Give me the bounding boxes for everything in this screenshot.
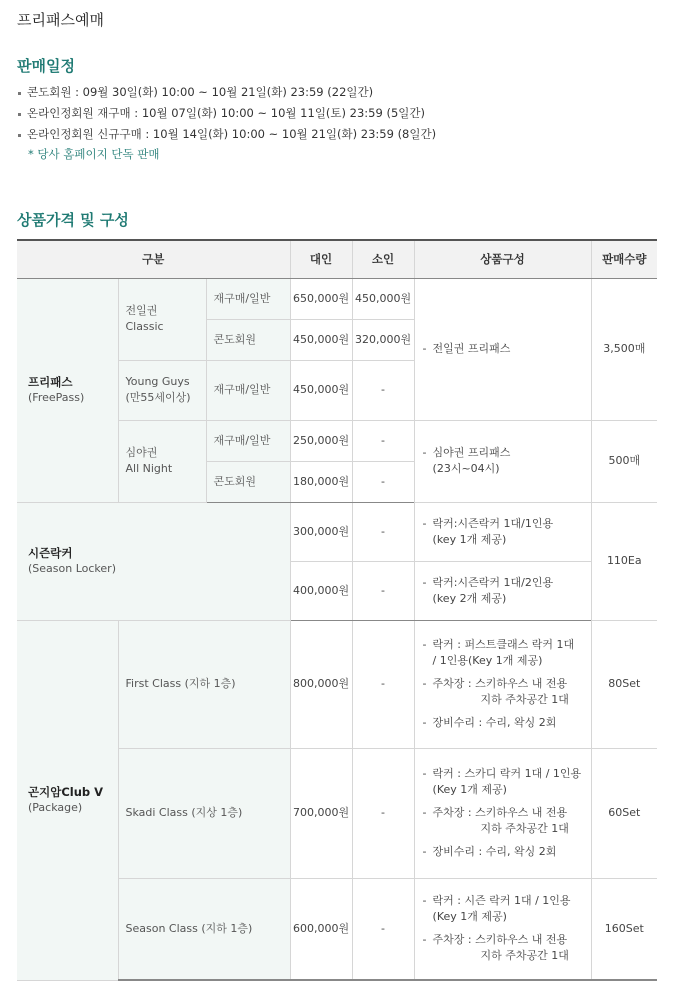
row-type: 콘도회원 xyxy=(206,461,290,502)
adult-price: 300,000원 xyxy=(290,502,352,561)
adult-price: 450,000원 xyxy=(290,360,352,420)
child-price: - xyxy=(352,878,414,980)
child-price: - xyxy=(352,461,414,502)
price-heading: 상품가격 및 구성 xyxy=(17,211,129,229)
table-row xyxy=(17,502,657,561)
header-child: 소인 xyxy=(352,240,414,278)
freepass-category: 프리패스 (FreePass) xyxy=(17,278,118,502)
club-quantity: 80Set xyxy=(591,620,657,748)
locker-quantity: 110Ea xyxy=(591,502,657,620)
freepass-younguys: Young Guys (만55세이상) xyxy=(118,360,206,420)
row-type: 재구매/일반 xyxy=(206,420,290,461)
child-price: - xyxy=(352,420,414,461)
club-composition: - 락커 : 시즌 락커 1대 / 1인용 (Key 1개 제공) - 주차장 : 스키하우스 내 전용 지하 주차공간 1대 xyxy=(414,878,591,980)
row-type: 콘도회원 xyxy=(206,319,290,360)
row-type: 재구매/일반 xyxy=(206,278,290,319)
club-composition: - 락커 : 스카디 락커 1대 / 1인용 (Key 1개 제공) - 주차장 : 스키하우스 내 전용 지하 주차공간 1대 - 장비수리 : 수리, 왁싱 2회 xyxy=(414,748,591,878)
adult-price: 250,000원 xyxy=(290,420,352,461)
freepass-allday-composition: - 전일권 프리패스 xyxy=(414,278,591,420)
header-quantity: 판매수량 xyxy=(591,240,657,278)
table-row xyxy=(17,620,657,748)
club-composition: - 락커 : 퍼스트클래스 락커 1대 / 1인용(Key 1개 제공) - 주차장 : 스키하우스 내 전용 지하 주차공간 1대 - 장비수리 : 수리, 왁싱 2회 xyxy=(414,620,591,748)
child-price: 450,000원 xyxy=(352,278,414,319)
row-type: Skadi Class (지상 1층) xyxy=(118,748,290,878)
schedule-item: 온라인정회원 재구매 : 10월 07일(화) 10:00 ~ 10월 11일(토) 23:59 (5일간) xyxy=(17,103,436,124)
header-type: 구분 xyxy=(17,240,290,278)
adult-price: 600,000원 xyxy=(290,878,352,980)
table-row xyxy=(17,278,657,319)
header-adult: 대인 xyxy=(290,240,352,278)
row-type: 재구매/일반 xyxy=(206,360,290,420)
child-price: - xyxy=(352,502,414,561)
schedule-note: * 당사 홈페이지 단독 판매 xyxy=(28,147,160,161)
adult-price: 400,000원 xyxy=(290,561,352,620)
adult-price: 700,000원 xyxy=(290,748,352,878)
freepass-night-quantity: 500매 xyxy=(591,420,657,502)
child-price: - xyxy=(352,360,414,420)
club-quantity: 160Set xyxy=(591,878,657,980)
child-price: - xyxy=(352,748,414,878)
schedule-item: 콘도회원 : 09월 30일(화) 10:00 ~ 10월 21일(화) 23:59 (22일간) xyxy=(17,82,436,103)
schedule-list xyxy=(17,82,436,145)
freepass-allday: 전일권 Classic xyxy=(118,278,206,360)
row-type: First Class (지하 1층) xyxy=(118,620,290,748)
locker-category: 시즌락커 (Season Locker) xyxy=(17,502,290,620)
locker-composition: - 락커:시즌락커 1대/1인용 (key 1개 제공) xyxy=(414,502,591,561)
adult-price: 450,000원 xyxy=(290,319,352,360)
page-title: 프리패스예매 xyxy=(17,11,104,29)
price-table xyxy=(17,239,657,981)
schedule-item: 온라인정회원 신규구매 : 10월 14일(화) 10:00 ~ 10월 21일(화) 23:59 (8일간) xyxy=(17,124,436,145)
header-composition: 상품구성 xyxy=(414,240,591,278)
child-price: - xyxy=(352,561,414,620)
freepass-allday-quantity: 3,500매 xyxy=(591,278,657,420)
schedule-heading: 판매일정 xyxy=(17,57,75,75)
table-header-row xyxy=(17,240,657,278)
child-price: 320,000원 xyxy=(352,319,414,360)
freepass-night: 심야권 All Night xyxy=(118,420,206,502)
row-type: Season Class (지하 1층) xyxy=(118,878,290,980)
adult-price: 800,000원 xyxy=(290,620,352,748)
locker-composition: - 락커:시즌락커 1대/2인용 (key 2개 제공) xyxy=(414,561,591,620)
club-category: 곤지암Club V (Package) xyxy=(17,620,118,980)
child-price: - xyxy=(352,620,414,748)
club-quantity: 60Set xyxy=(591,748,657,878)
adult-price: 650,000원 xyxy=(290,278,352,319)
freepass-night-composition: - 심야권 프리패스 (23시~04시) xyxy=(414,420,591,502)
adult-price: 180,000원 xyxy=(290,461,352,502)
